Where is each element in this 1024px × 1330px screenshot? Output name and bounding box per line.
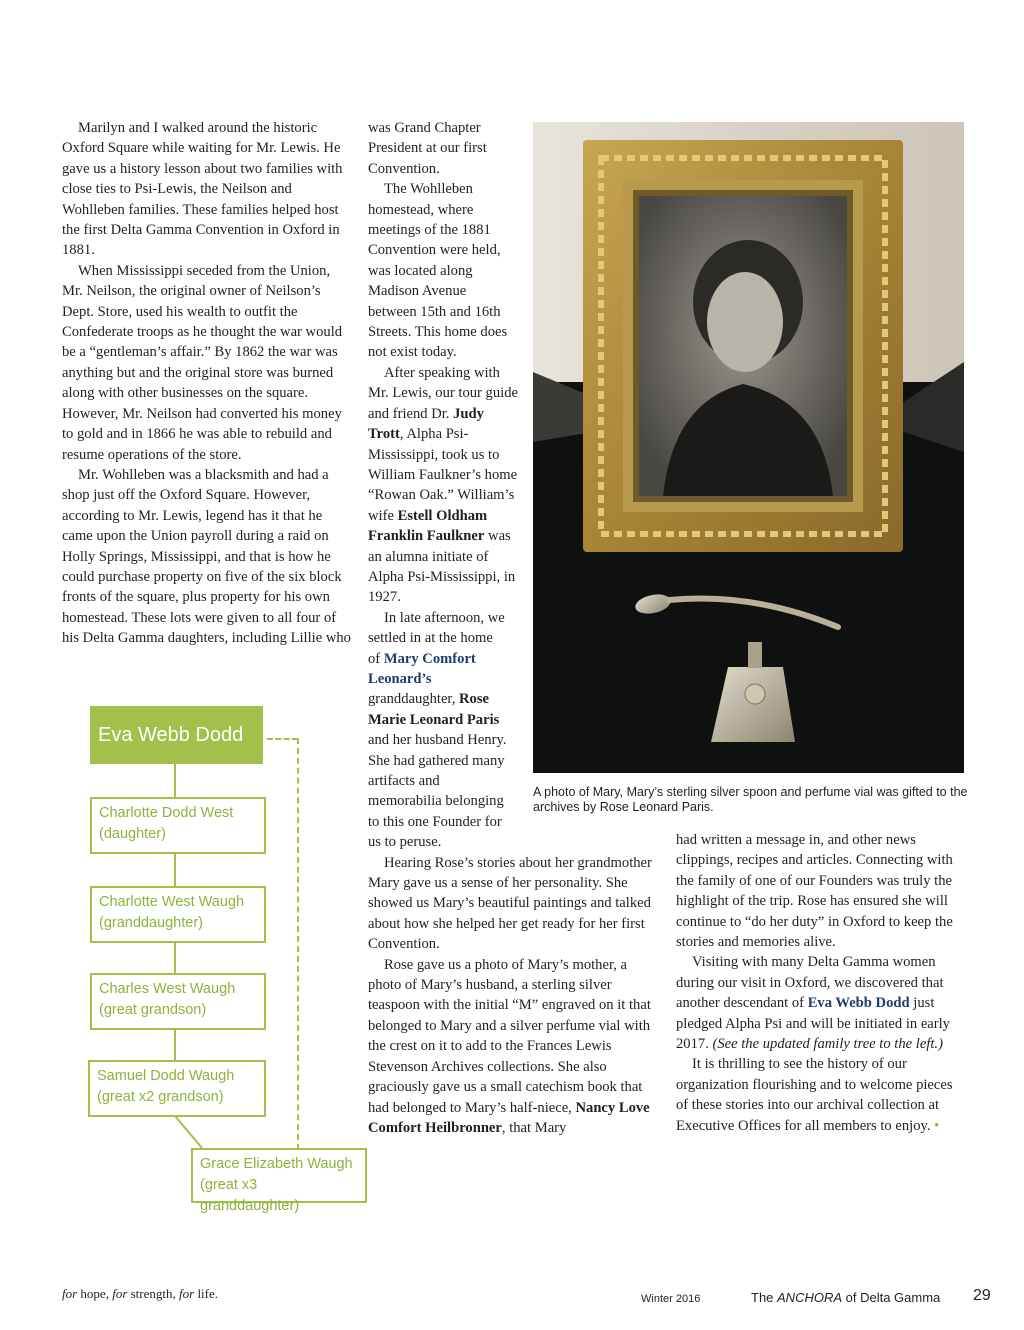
issue-date: Winter 2016 xyxy=(641,1293,701,1305)
tree-root-node: Eva Webb Dodd xyxy=(90,706,263,764)
end-bullet-icon: • xyxy=(934,1117,940,1134)
paragraph: When Mississippi seceded from the Union, Mr. Neilson, the original owner of Neilson’s Dept. Store, used his wealth to outfit the Confederate troops as he thought the war would be a “gentleman’s affair.” By 1862 the war was anything but and the original store was burned along with other businesses on the square. However, Mr. Neilson had converted his money to gold and in 1866 he was able to rebuild and resume operations of the store. xyxy=(62,262,343,463)
paragraph: Mr. Wohlleben was a blacksmith and had a shop just off the Oxford Square. However, according to Mr. Lewis, legend has it that he came upon the Union payroll during a raid on Holly Springs, Mississippi, and that is how he could purchase property on five of the six block fronts of the square, plus property for his own homestead. These lots were given to all four of his Delta Gamma daughters, including Lillie who xyxy=(62,466,351,647)
paragraph: After speaking with Mr. Lewis, our tour guide and friend Dr. Judy Trott, Alpha Psi-Mississippi, took us to William Faulkner’s home “Rowan Oak.” William’s wife Estell Oldham Franklin Faulkner was an alumna initiate of Alpha Psi-Mississippi, in 1927. xyxy=(368,364,518,606)
paragraph: In late afternoon, we settled in at the home of Mary Comfort Leonard’s granddaughter, Rose Marie Leonard Paris and her husband Henry. She had gathered many artifacts and memorabilia belonging to this one Founder for us to peruse. xyxy=(368,609,507,851)
artifact-photo xyxy=(533,122,964,773)
article-column-1 xyxy=(62,118,352,649)
tree-node: Grace Elizabeth Waugh (great x3 granddaughter) xyxy=(191,1148,367,1203)
paragraph: had written a message in, and other news clippings, recipes and articles. Connecting with the family of one of our Founders was truly the highlight of the trip. Rose has ensured she will continue to “do her duty” in Oxford to keep the stories and memories alive. xyxy=(676,832,953,951)
paragraph: It is thrilling to see the history of our organization flourishing and to welcome pieces of these stories into our archival collection at Executive Offices for all members to enjoy. • xyxy=(676,1056,953,1134)
footer-tagline: for hope, for strength, for life. xyxy=(62,1286,219,1301)
tree-node: Charlotte Dodd West (daughter) xyxy=(90,797,266,854)
paragraph: The Wohlleben homestead, where meetings of the 1881 Convention were held, was located along Madison Avenue between 15th and 16th Streets. This home does not exist today. xyxy=(368,181,508,361)
paragraph: Visiting with many Delta Gamma women during our visit in Oxford, we discovered that another descendant of Eva Webb Dodd just pledged Alpha Psi and will be initiated in early 2017. (See the updated family tree to the left.) xyxy=(676,954,950,1053)
paragraph: was Grand Chapter President at our first Convention. xyxy=(368,120,487,177)
page-number: 29 xyxy=(973,1287,991,1304)
photo-caption: A photo of Mary, Mary’s sterling silver spoon and perfume vial was gifted to the archives by Rose Leonard Paris. xyxy=(533,785,968,814)
article-column-3 xyxy=(676,830,968,1136)
paragraph: Rose gave us a photo of Mary’s mother, a photo of Mary’s husband, a sterling silver teaspoon with the initial “M” engraved on it that belonged to Mary and a silver perfume vial with the crest on it to add to the Frances Lewis Stevenson Archives collections. She also graciously gave us a small catechism book that had belonged to Mary’s half-niece, Nancy Love Comfort Heilbronner, that Mary xyxy=(368,956,651,1136)
paragraph: Marilyn and I walked around the historic Oxford Square while waiting for Mr. Lewis. He gave us a history lesson about two families with close ties to Psi-Lewis, the Neilson and Wohlleben families. These families helped host the first Delta Gamma Convention in Oxford in 1881. xyxy=(62,120,343,259)
paragraph: Hearing Rose’s stories about her grandmother Mary gave us a sense of her personality. She showed us Mary’s beautiful paintings and talked about how she helped her get ready for her first Convention. xyxy=(368,854,652,953)
magazine-title: The ANCHORA of Delta Gamma xyxy=(751,1290,941,1305)
tree-node: Samuel Dodd Waugh (great x2 grandson) xyxy=(88,1060,266,1117)
tree-node: Charles West Waugh (great grandson) xyxy=(90,973,266,1030)
tree-node: Charlotte West Waugh (granddaughter) xyxy=(90,886,266,943)
